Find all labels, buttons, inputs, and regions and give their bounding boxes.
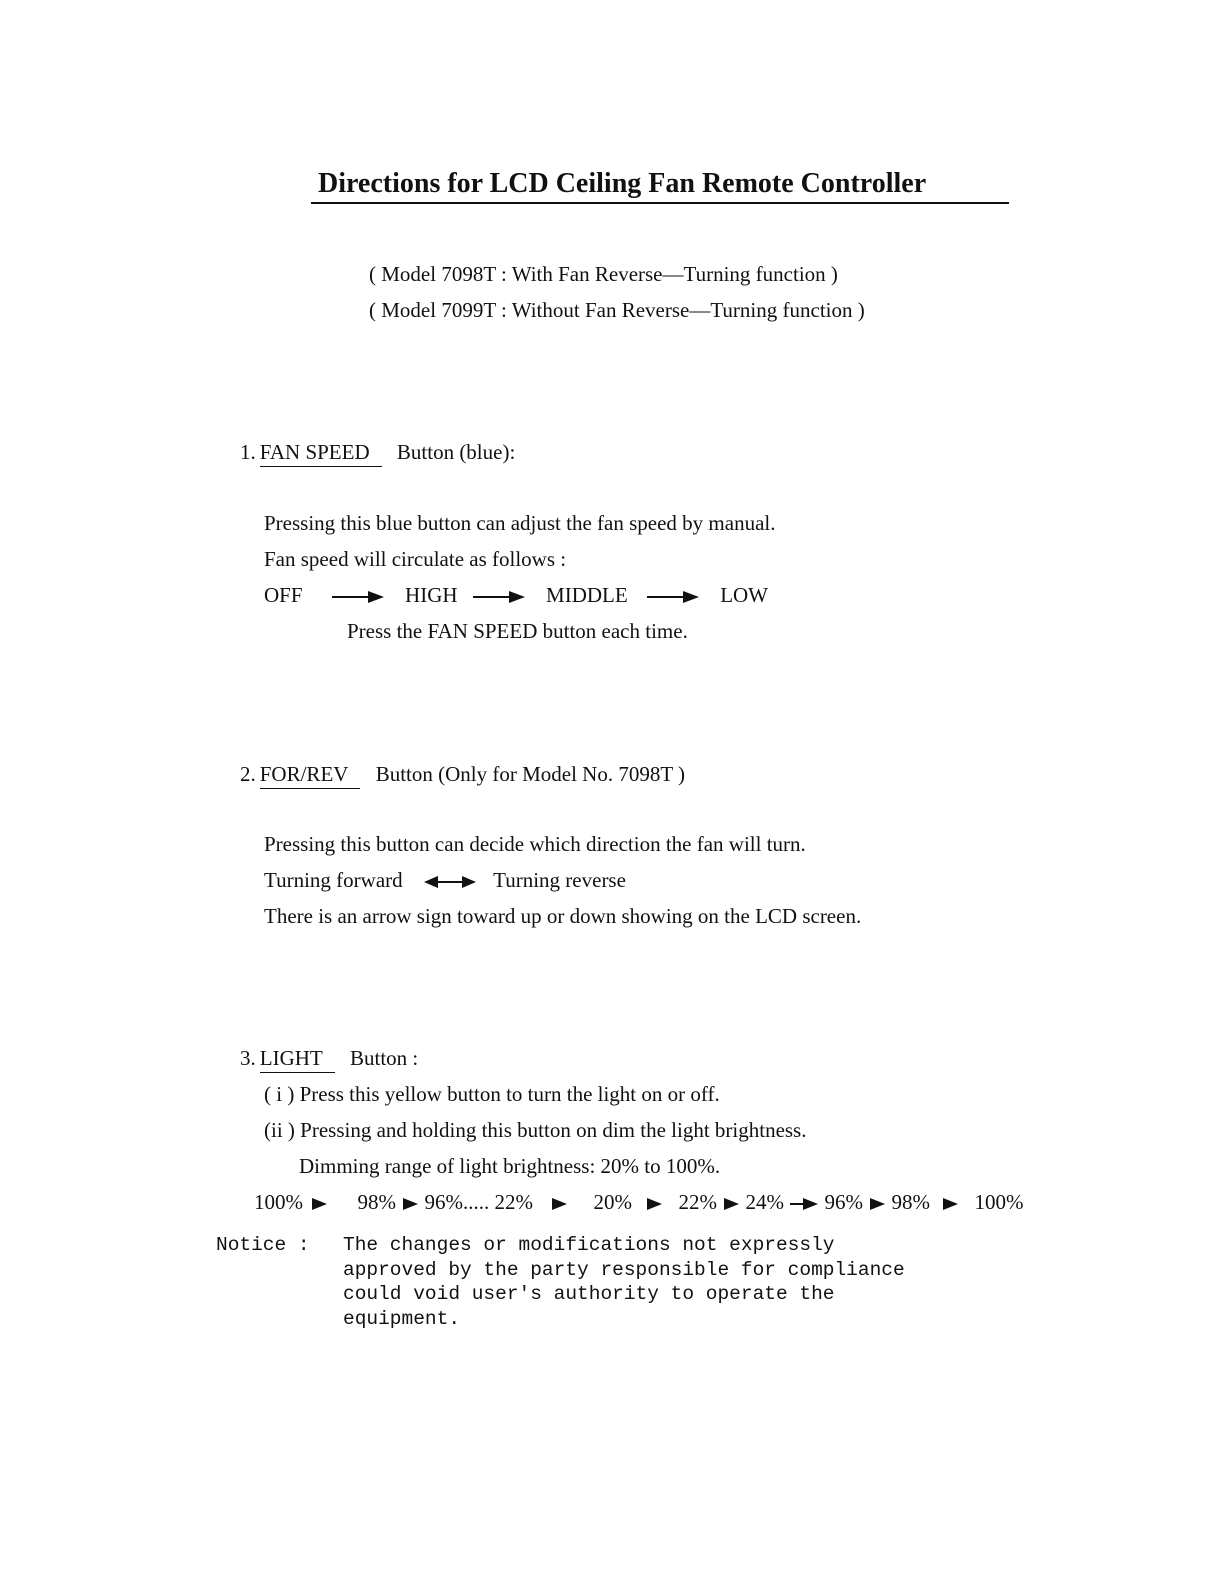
notice-line: The changes or modifications not expressly xyxy=(343,1234,835,1256)
section-number: 3. xyxy=(240,1046,256,1070)
notice-body xyxy=(343,1233,905,1331)
direction-reverse: Turning reverse xyxy=(493,868,626,892)
right-arrow-icon xyxy=(471,590,527,604)
flow-step: OFF xyxy=(264,583,303,607)
sequence-step: 20% xyxy=(593,1190,632,1214)
sequence-step: 98% xyxy=(357,1190,396,1214)
title-underline xyxy=(311,202,1009,204)
for-rev-label: FOR/REV xyxy=(260,762,361,789)
section-fan-speed-heading xyxy=(240,440,515,467)
sequence-step: 98% xyxy=(891,1190,930,1214)
fan-speed-flow xyxy=(264,583,768,608)
for-rev-line3: There is an arrow sign toward up or down showing on the LCD screen. xyxy=(264,904,862,928)
light-label: LIGHT xyxy=(260,1046,335,1073)
notice-line: approved by the party responsible for compliance xyxy=(343,1258,905,1281)
sequence-step: 96% xyxy=(824,1190,863,1214)
section-light-heading xyxy=(240,1046,418,1073)
fan-speed-line2: Fan speed will circulate as follows : xyxy=(264,547,567,571)
sequence-step: 96%..... 22% xyxy=(424,1190,533,1214)
flow-step: MIDDLE xyxy=(546,583,628,607)
light-item-1: ( i ) Press this yellow button to turn the light on or off. xyxy=(264,1082,720,1106)
notice-line: could void user's authority to operate the xyxy=(343,1283,835,1305)
page-title: Directions for LCD Ceiling Fan Remote Controller xyxy=(318,168,927,199)
right-arrow-icon xyxy=(645,590,701,604)
right-arrow-icon xyxy=(645,1197,663,1211)
right-arrow-icon xyxy=(868,1197,886,1211)
section-for-rev-heading xyxy=(240,762,685,789)
section-suffix: Button (blue): xyxy=(396,440,516,464)
for-rev-direction-row xyxy=(264,868,626,893)
right-arrow-icon xyxy=(722,1197,740,1211)
right-arrow-icon xyxy=(401,1197,419,1211)
left-right-arrow-icon xyxy=(422,875,478,889)
model-7098t-line: ( Model 7098T : With Fan Reverse—Turning function ) xyxy=(369,262,838,286)
section-number: 1. xyxy=(240,440,256,464)
fan-speed-note: Press the FAN SPEED button each time. xyxy=(347,619,688,643)
direction-forward: Turning forward xyxy=(264,868,403,892)
fan-speed-label: FAN SPEED xyxy=(260,440,382,467)
section-number: 2. xyxy=(240,762,256,786)
right-arrow-icon xyxy=(330,590,386,604)
notice-label: Notice : xyxy=(216,1234,310,1256)
light-dimming-range: Dimming range of light brightness: 20% to 100%. xyxy=(299,1154,721,1178)
right-arrow-icon xyxy=(789,1197,819,1211)
model-7099t-line: ( Model 7099T : Without Fan Reverse—Turning function ) xyxy=(369,298,865,322)
right-arrow-icon xyxy=(310,1197,328,1211)
flow-step: HIGH xyxy=(405,583,458,607)
for-rev-line1: Pressing this button can decide which direction the fan will turn. xyxy=(264,832,806,856)
light-item-2: (ii ) Pressing and holding this button on dim the light brightness. xyxy=(264,1118,807,1142)
fan-speed-line1: Pressing this blue button can adjust the fan speed by manual. xyxy=(264,511,776,535)
sequence-step: 22% xyxy=(678,1190,717,1214)
right-arrow-icon xyxy=(550,1197,568,1211)
flow-step: LOW xyxy=(720,583,769,607)
right-arrow-icon xyxy=(941,1197,959,1211)
light-sequence xyxy=(254,1190,1024,1215)
sequence-step: 24% xyxy=(745,1190,784,1214)
sequence-step: 100% xyxy=(254,1190,303,1214)
sequence-step: 100% xyxy=(974,1190,1024,1214)
section-suffix: Button (Only for Model No. 7098T ) xyxy=(375,762,686,786)
notice-line: equipment. xyxy=(343,1307,461,1330)
section-suffix: Button : xyxy=(349,1046,419,1070)
